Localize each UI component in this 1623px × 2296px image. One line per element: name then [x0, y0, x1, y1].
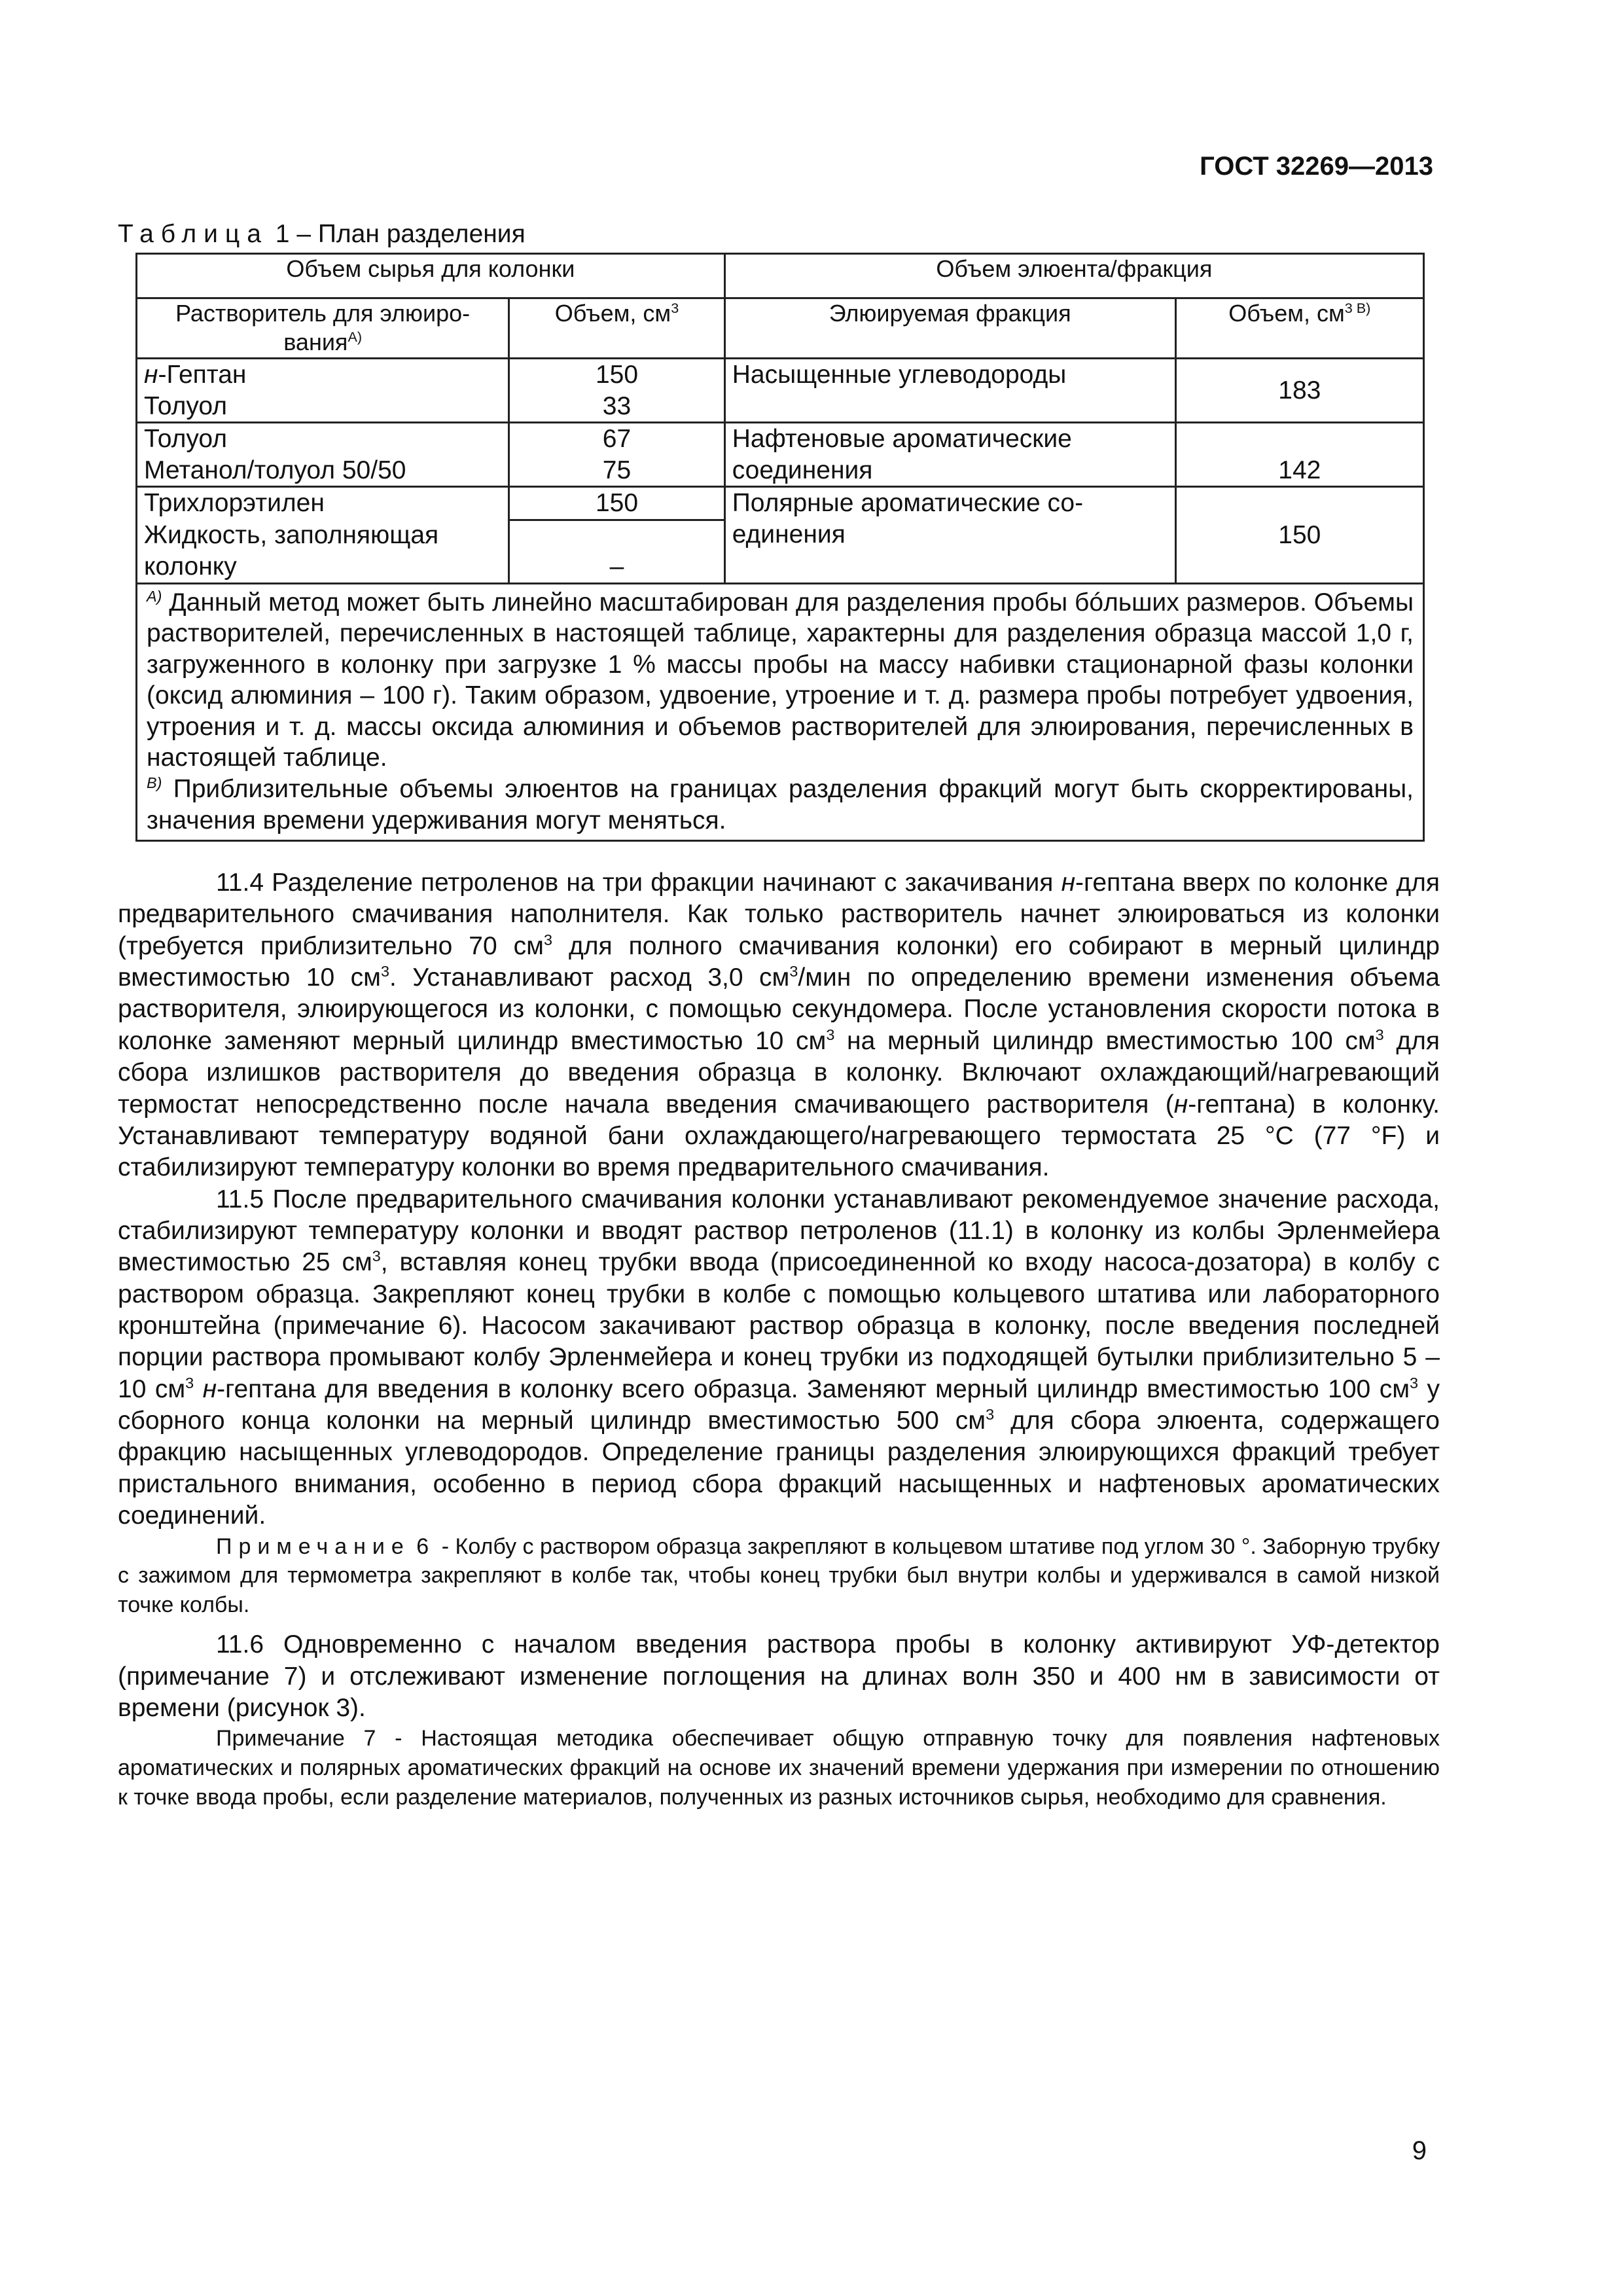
- paragraph-11-5: 11.5 После предварительного смачивания колонки устанавливают рекомендуемое значение расхода, стабилизируют температуру колонки и вводят раствор петроленов (11.1) в колонку из колбы Эрленмейера вместимостью 25 $см^3$, вставляя конец трубки ввода (присоединенной ко входу насоса-дозатора) в колбу с раствором образца. Закрепляют конец трубки в колбе с помощью кольцевого штатива или лабораторного кронштейна (примечание 6). Насосом закачивают раствор образца в колонку, после введения последней порции раствора промывают колбу Эрленмейера и конец трубки из подходящей бутылки приблизительно 5 – 10 $см^3$ н-гептана для введения в колонку всего образца. Заменяют мерный цилиндр вместимостью 100 $см^3$ у сборного конца колонки на мерный цилиндр вместимостью 500 $см^3$ для сбора элюента, содержащего фракцию насыщенных углеводородов. Определение границы разделения элюирующихся фракций требует пристального внимания, особенно в период сбора фракций насыщенных и нафтеновых ароматических соединений.: [118, 1185, 1440, 1530]
- volume-cell: 75: [509, 455, 724, 487]
- table-row: [137, 487, 1424, 520]
- table-notes: [137, 583, 1424, 841]
- solvent-cell: Жидкость, заполняющая колонку: [137, 520, 509, 583]
- table-note-b: $^{В)}$ Приблизительные объемы элюентов на границах разделения фракций могут быть скорректированы, значения времени удерживания могут меняться.: [147, 774, 1414, 834]
- table-note-a: $^{А)}$ Данный метод может быть линейно масштабирован для разделения пробы бóльших размеров. Объемы растворителей, перечисленных в настоящей таблице, характерны для разделения образца массой 1,0 г, загруженного в колонку при загрузке 1 % массы пробы на массу набивки стационарной фазы колонки (оксид алюминия – 100 г). Таким образом, удвоение, утроение и т. д. размера пробы потребует удвоения, утроения и т. д. массы оксида алюминия и объемов растворителей для элюирования, перечисленных в настоящей таблице.: [147, 587, 1414, 772]
- fraction-volume-cell: 142: [1175, 423, 1423, 487]
- fraction-cell: Насыщенные углеводороды: [724, 359, 1175, 423]
- col-header-volume: Объем, $см^3$: [509, 298, 724, 359]
- document-code: ГОСТ 32269—2013: [1200, 152, 1433, 181]
- fraction-volume-cell: 150: [1175, 487, 1423, 583]
- table-row: [137, 423, 1424, 455]
- volume-cell: 150: [509, 359, 724, 391]
- group-header-feed: Объем сырья для колонки: [137, 254, 725, 298]
- solvent-cell: н-Гептан: [137, 359, 509, 391]
- solvent-cell: Толуол: [137, 391, 509, 423]
- table-row: [137, 359, 1424, 391]
- separation-plan-table: [135, 253, 1425, 842]
- table-column-header-row: [137, 298, 1424, 359]
- page-number: 9: [1412, 2136, 1427, 2165]
- table-group-header-row: [137, 254, 1424, 298]
- volume-cell: 33: [509, 391, 724, 423]
- paragraph-11-4: 11.4 Разделение петроленов на три фракции начинают с закачивания н-гептана вверх по колонке для предварительного смачивания наполнителя. Как только растворитель начнет элюироваться из колонки (требуется приблизительно 70 $см^3$ для полного смачивания колонки) его собирают в мерный цилиндр вместимостью 10 $см^3$. Устанавливают расход 3,0 $см^3$/мин по определению времени изменения объема растворителя, элюирующегося из колонки, с помощью секундомера. После установления скорости потока в колонке заменяют мерный цилиндр вместимостью 10 $см^3$ на мерный цилиндр вместимостью 100 $см^3$ для сбора излишков растворителя до введения образца в колонку. Включают охлаждающий/нагревающий термостат непосредственно после начала введения смачивающего растворителя (н-гептана) в колонку. Устанавливают температуру водяной бани охлаждающего/нагревающего термостата 25 °С (77 °F) и стабилизируют температуру колонки во время предварительного смачивания.: [118, 869, 1440, 1182]
- volume-cell: –: [509, 520, 724, 583]
- table-caption-number: 1: [275, 220, 290, 248]
- volume-cell: 67: [509, 423, 724, 455]
- col-header-fraction: Элюируемая фракция: [724, 298, 1175, 359]
- solvent-cell: Трихлорэтилен: [137, 487, 509, 520]
- table-caption-title: – План разделения: [296, 220, 526, 248]
- col-header-solvent: Растворитель для элюиро-вания$^{А)}$: [137, 298, 509, 359]
- col-header-eluent-volume: Объем, $см^{3 В)}$: [1175, 298, 1423, 359]
- fraction-cell: Нафтеновые ароматические соединения: [724, 423, 1175, 487]
- table-caption-word: Таблица: [118, 220, 268, 248]
- volume-cell: 150: [509, 487, 724, 520]
- note-6: Примечание 6 - Колбу с раствором образца закрепляют в кольцевом штативе под углом 30 °. Заборную трубку с зажимом для термометра закрепляют в колбе так, чтобы конец трубки был внутри колбы и удерживался в самой низкой точке колбы.: [118, 1534, 1440, 1618]
- fraction-volume-cell: 183: [1175, 359, 1423, 423]
- fraction-cell: Полярные ароматические со-единения: [724, 487, 1175, 583]
- table-notes-row: [137, 583, 1424, 841]
- paragraph-11-6: 11.6 Одновременно с началом введения раствора пробы в колонку активируют УФ-детектор (примечание 7) и отслеживают изменение поглощения на длинах волн 350 и 400 нм в зависимости от времени (рисунок 3).: [118, 1630, 1440, 1722]
- group-header-eluent: Объем элюента/фракция: [724, 254, 1423, 298]
- solvent-cell: Метанол/толуол 50/50: [137, 455, 509, 487]
- table-caption: [118, 220, 526, 249]
- note-7: Примечание 7 - Настоящая методика обеспечивает общую отправную точку для появления нафтеновых ароматических и полярных ароматических фракций на основе их значений времени удержания при измерении по отношению к точке ввода пробы, если разделение материалов, полученных из разных источников сырья, необходимо для сравнения.: [118, 1726, 1440, 1810]
- body-text: [118, 867, 1440, 1812]
- solvent-cell: Толуол: [137, 423, 509, 455]
